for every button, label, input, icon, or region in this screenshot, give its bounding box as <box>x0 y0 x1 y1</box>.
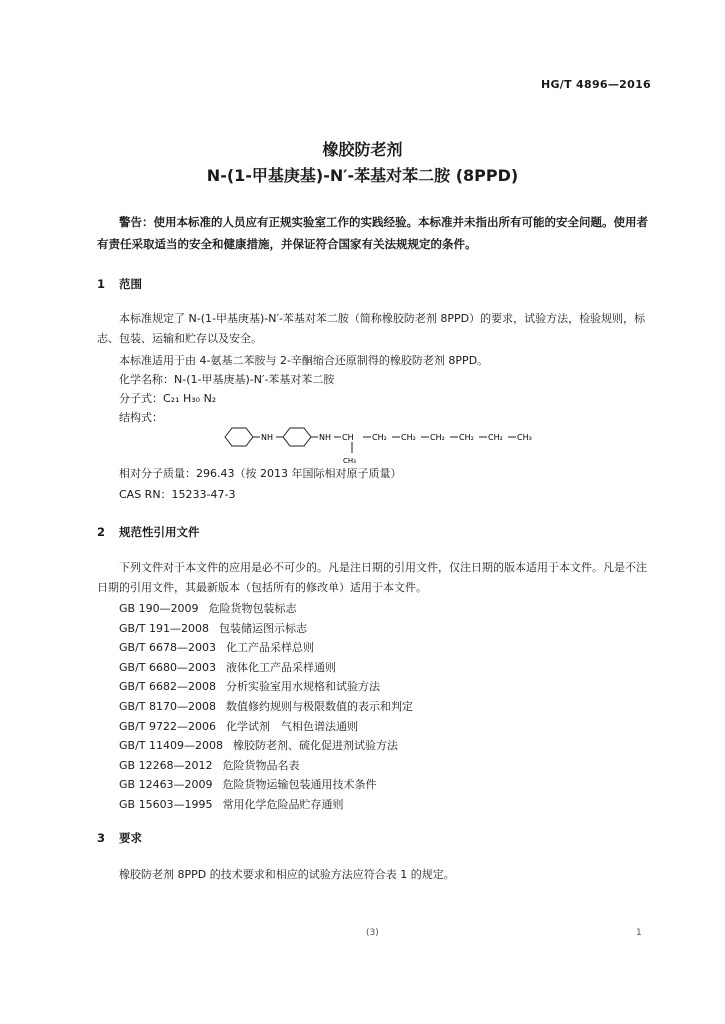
section-number: 2 <box>97 525 106 539</box>
structure-label: 结构式： <box>119 411 163 424</box>
benzene-ring-2 <box>283 428 311 446</box>
section-title: 规范性引用文件 <box>119 525 200 539</box>
reference-item <box>119 737 398 753</box>
reference-code: GB/T 6682—2008 <box>119 680 216 694</box>
reference-title: 数值修约规则与极限数值的表示和判定 <box>225 700 413 713</box>
title-line-1: 橡胶防老剂 <box>322 140 403 159</box>
reference-code: GB 12463—2009 <box>119 778 213 792</box>
reference-title: 危险货物品名表 <box>222 758 300 772</box>
section-2-heading <box>97 524 200 540</box>
reference-code: GB/T 8170—2008 <box>119 700 216 713</box>
reference-code: GB 15603—1995 <box>119 798 213 811</box>
reference-title: 橡胶防老剂、硫化促进剂试验方法 <box>232 739 398 753</box>
reference-title: 常用化学危险品贮存通则 <box>222 798 344 811</box>
reference-code: GB/T 6678—2003 <box>119 641 216 655</box>
scope-paragraph-1: 本标准规定了 N-(1-甲基庚基)-N′-苯基对苯二胺（简称橡胶防老剂 8PPD）的要求，试验方法，检验规则，标志、包装、运输和贮存以及安全。 <box>97 312 646 345</box>
reference-item <box>119 796 344 812</box>
reference-item <box>119 600 297 616</box>
chemical-name: 化学名称：N-(1-甲基庚基)-N′-苯基对苯二胺 <box>119 373 335 386</box>
reference-title: 危险货物包装标志 <box>208 602 297 615</box>
section-number: 3 <box>97 831 106 845</box>
ch-group: CH <box>342 433 354 442</box>
reference-item <box>119 620 307 636</box>
chain-group: CH₂ <box>459 433 474 442</box>
cas-number: CAS RN：15233-47-3 <box>119 488 236 501</box>
page-number: 1 <box>636 928 642 938</box>
molecular-mass: 相对分子质量：296.43（按 2013 年国际相对原子质量） <box>119 467 402 480</box>
standard-number: HG/T 4896—2016 <box>540 78 651 91</box>
alkyl-chain <box>363 433 532 442</box>
molecular-formula: 分子式：C₂₁ H₃₀ N₂ <box>119 392 217 405</box>
section-title: 要求 <box>119 831 142 845</box>
reference-title: 分析实验室用水规格和试验方法 <box>225 680 380 694</box>
scope-paragraph-2: 本标准适用于由 4-氨基二苯胺与 2-辛酮缩合还原制得的橡胶防老剂 8PPD。 <box>119 354 489 367</box>
chain-group: CH₂ <box>401 433 416 442</box>
section-1-heading <box>97 276 142 292</box>
reference-item <box>119 639 314 655</box>
methyl-branch: CH₃ <box>343 457 356 465</box>
chain-group: CH₃ <box>517 433 532 442</box>
reference-item <box>119 678 380 694</box>
reference-code: GB/T 11409—2008 <box>119 739 223 753</box>
reference-title: 危险货物运输包装通用技术条件 <box>222 778 377 792</box>
chain-group: CH₂ <box>430 433 445 442</box>
benzene-ring-1 <box>225 428 253 446</box>
reference-title: 包装储运图示标志 <box>218 621 307 635</box>
reference-title: 液体化工产品采样通则 <box>225 660 336 674</box>
reference-item <box>119 698 413 714</box>
footer-center-mark: (3) <box>366 928 379 938</box>
reference-item <box>119 776 377 792</box>
reference-code: GB 190—2009 <box>119 602 199 615</box>
reference-code: GB/T 191—2008 <box>119 621 209 635</box>
nh-group-2: NH <box>319 433 331 442</box>
reference-item <box>119 757 300 773</box>
reference-code: GB/T 9722—2006 <box>119 719 216 733</box>
chain-group: CH₂ <box>372 433 387 442</box>
section-title: 范围 <box>119 277 142 291</box>
reference-code: GB 12268—2012 <box>119 758 213 772</box>
requirements-paragraph: 橡胶防老剂 8PPD 的技术要求和相应的试验方法应符合表 1 的规定。 <box>119 868 455 881</box>
chain-group: CH₂ <box>488 433 503 442</box>
reference-item <box>119 659 336 675</box>
reference-item <box>119 718 358 734</box>
section-3-heading <box>97 830 142 846</box>
section-number: 1 <box>97 277 106 291</box>
nh-group-1: NH <box>261 433 273 442</box>
reference-title: 化学试剂 气相色谱法通则 <box>225 719 358 733</box>
reference-code: GB/T 6680—2003 <box>119 660 216 674</box>
warning-paragraph: 警告：使用本标准的人员应有正规实验室工作的实践经验。本标准并未指出所有可能的安全问题。使用者有责任采取适当的安全和健康措施，并保证符合国家有关法规规定的条件。 <box>97 215 648 251</box>
title-line-2: N-(1-甲基庚基)-N′-苯基对苯二胺 (8PPD) <box>206 166 519 185</box>
references-intro: 下列文件对于本文件的应用是必不可少的。凡是注日期的引用文件，仅注日期的版本适用于本文件。凡是不注日期的引用文件，其最新版本（包括所有的修改单）适用于本文件。 <box>97 561 647 594</box>
reference-title: 化工产品采样总则 <box>225 641 314 655</box>
